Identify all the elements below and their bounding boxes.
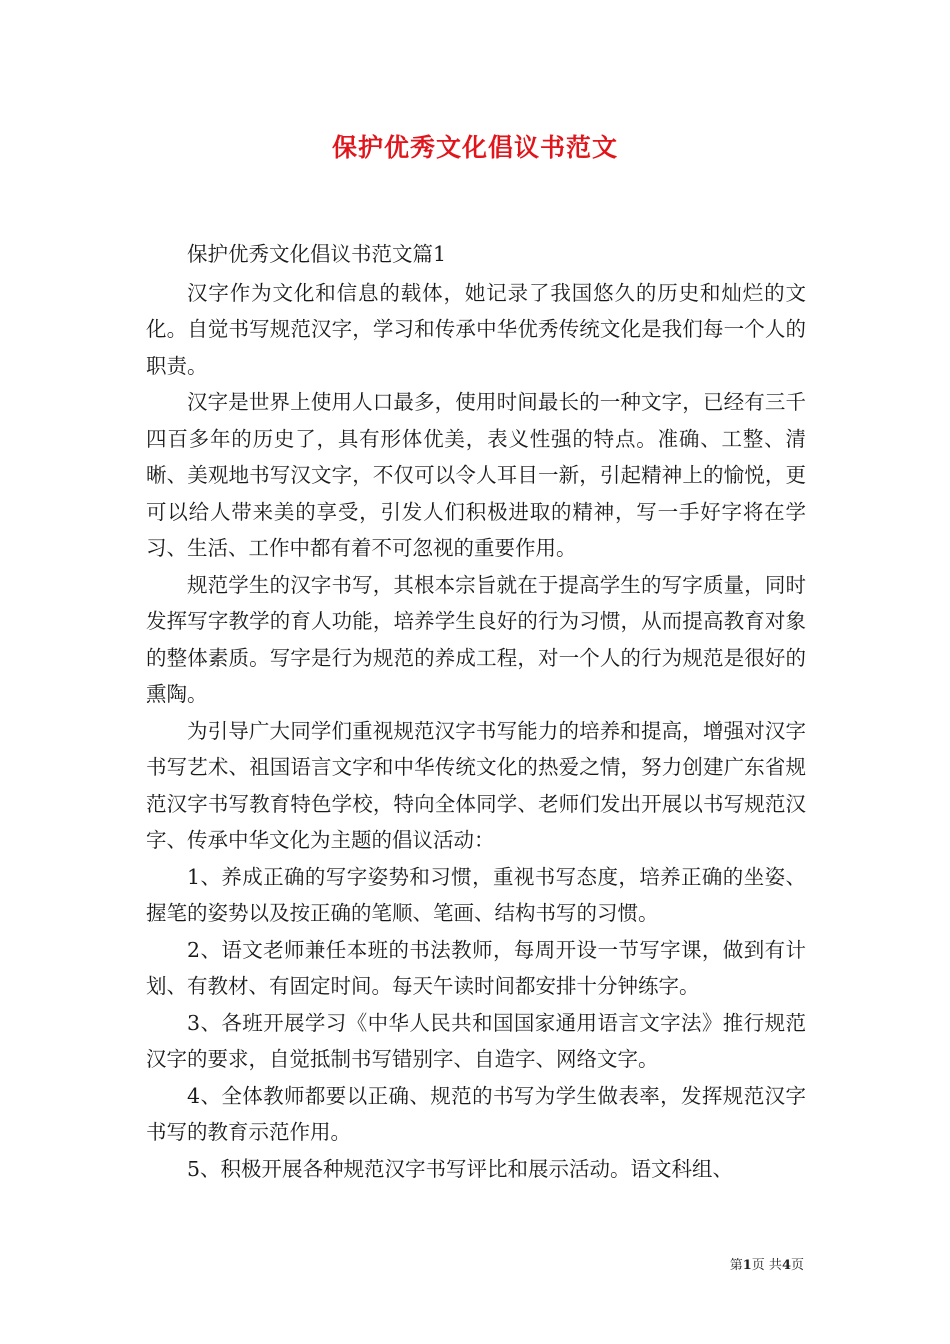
list-item: 4、全体教师都要以正确、规范的书写为学生做表率，发挥规范汉字书写的教育示范作用。 [146, 1083, 806, 1144]
section-heading: 保护优秀文化倡议书范文篇1 [187, 242, 447, 266]
list-item: 2、语文老师兼任本班的书法教师，每周开设一节写字课，做到有计划、有教材、有固定时间。每天午读时间都安排十分钟练字。 [146, 937, 806, 998]
footer-prefix: 第 [729, 1258, 743, 1273]
list-item: 1、养成正确的写字姿势和习惯，重视书写态度，培养正确的坐姿、握笔的姿势以及按正确的笔顺、笔画、结构书写的习惯。 [146, 864, 806, 925]
paragraph: 汉字是世界上使用人口最多，使用时间最长的一种文字，已经有三千四百多年的历史了，具有形体优美，表义性强的特点。准确、工整、清晰、美观地书写汉文字，不仅可以令人耳目一新，引起精神上的愉悦，更可以给人带来美的享受，引发人们积极进取的精神，写一手好字将在学习、生活、工作中都有着不可忽视的重要作用。 [146, 390, 806, 560]
document-body [146, 236, 806, 1187]
list-item: 3、各班开展学习《中华人民共和国国家通用语言文字法》推行规范汉字的要求，自觉抵制书写错别字、自造字、网络文字。 [146, 1010, 806, 1071]
page-title: 保护优秀文化倡议书范文 [331, 133, 618, 162]
current-page-number: 1 [742, 1258, 752, 1273]
paragraph: 为引导广大同学们重视规范汉字书写能力的培养和提高，增强对汉字书写艺术、祖国语言文字和中华传统文化的热爱之情，努力创建广东省规范汉字书写教育特色学校，特向全体同学、老师们发出开展以书写规范汉字、传承中华文化为主题的倡议活动： [146, 718, 806, 852]
list-item: 5、积极开展各种规范汉字书写评比和展示活动。语文科组、 [187, 1156, 734, 1181]
total-page-number: 4 [781, 1258, 791, 1273]
footer-suffix: 页 [790, 1258, 804, 1273]
footer-middle: 页 共 [751, 1258, 782, 1273]
paragraph: 汉字作为文化和信息的载体，她记录了我国悠久的历史和灿烂的文化。自觉书写规范汉字，学习和传承中华优秀传统文化是我们每一个人的职责。 [146, 280, 806, 378]
paragraph: 规范学生的汉字书写，其根本宗旨就在于提高学生的写字质量，同时发挥写字教学的育人功能，培养学生良好的行为习惯，从而提高教育对象的整体素质。写字是行为规范的养成工程，对一个人的行为规范是很好的熏陶。 [146, 572, 806, 706]
page-footer [730, 1254, 804, 1273]
